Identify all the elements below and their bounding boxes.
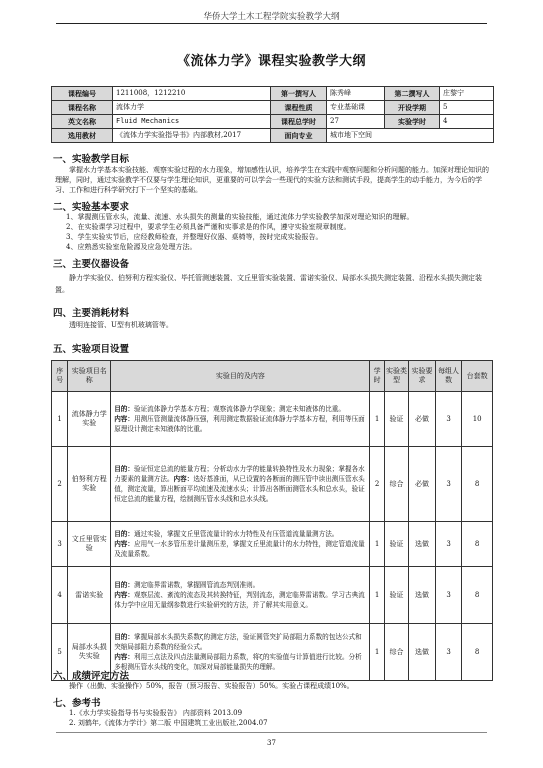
goal-label: 目的：	[114, 405, 134, 413]
row-sets: 8	[462, 624, 493, 681]
section4-title: 四、主要消耗材料	[53, 308, 130, 319]
row-req: 必做	[409, 447, 436, 522]
content-text: 用测压管测量流体静压强，利用测定数据验证流体静力学基本方程，利用等压面原理设计测定未知液体的比重。	[114, 415, 365, 433]
material-value: 《流体力学实验指导书》内部教材,2017	[113, 129, 271, 143]
author1-value: 陈秀峰	[327, 87, 385, 101]
goal-label: 目的：	[114, 581, 134, 589]
goal-label: 目的：	[114, 633, 134, 641]
author2-label: 第二撰写人	[385, 87, 440, 101]
goal-text: 验证流体静力学基本方程；观察流体静力学现象；测定未知液体的比重。	[133, 405, 345, 413]
term-label: 开设学期	[385, 101, 440, 115]
author1-label: 第一撰写人	[271, 87, 327, 101]
content-text: 观察层流、紊流的流态及其转换特征，判别流态，测定临界雷诺数。学习古典流体力学中应用无量纲参数进行实验研究的方法，并了解其实用意义。	[114, 591, 365, 609]
row-sets: 8	[462, 567, 493, 624]
english-name-label: 英文名称	[52, 115, 113, 129]
total-hours-label: 课程总学时	[271, 115, 327, 129]
requirement-item: 1、掌握测压管水头，流量、流速、水头损失的测量的实验技能，通过流体力学实验教学加深对理论知识的理解。	[66, 213, 414, 221]
info-row	[52, 115, 494, 129]
major-label: 面向专业	[271, 129, 327, 143]
row-name: 流体静力学实验	[68, 392, 111, 447]
col-header-no: 序号	[52, 361, 68, 392]
goal-label: 目的：	[114, 465, 134, 473]
experiment-table	[51, 360, 493, 681]
row-type: 验证	[384, 522, 409, 567]
goal-text: 掌握局部水头损失系数ζ的测定方法，验证圆管突扩局部阻力系数的包达公式和突缩局部阻力系数的经验公式。	[114, 633, 362, 651]
goal-text: 验证恒定总流的能量方程；分析动水力学的能量转换特性及水力现象；掌握各水力要素的量测方法。	[114, 465, 365, 483]
major-value: 城市地下空间	[327, 129, 494, 143]
info-row	[52, 87, 494, 101]
content-label: 内容：	[173, 475, 194, 483]
content-text: 利用三点法及四点法量测局部阻力系数，将ζ的实验值与计算值进行比较。分析多根测压管水头线的变化，加深对局部能量损失的理解。	[114, 653, 362, 671]
row-sets: 10	[462, 392, 493, 447]
row-content	[111, 522, 370, 567]
row-sets: 8	[462, 522, 493, 567]
row-no: 3	[52, 522, 68, 567]
table-row	[52, 392, 493, 447]
content-text: 选好基准面，从已设置的各断面的测压管中读出测压管水头值，测定流量，算出断面平均流速及流速水头；计算出各断面测管水头和总水头，验证恒定总流的能量方程，绘制测压管水头线和总水头线。	[114, 475, 365, 503]
header-divider	[56, 23, 487, 24]
section7-title: 七、参考书	[53, 698, 101, 709]
section5-title: 五、实验项目设置	[53, 344, 130, 355]
row-content	[111, 567, 370, 624]
table-row	[52, 447, 493, 522]
row-content	[111, 447, 370, 522]
term-value: 5	[440, 101, 494, 115]
requirement-item: 3、学生实验实节后，应经教师检查，并整理好仪器、桌椅等，按时完成实验报告。	[66, 233, 323, 241]
course-code-value: 1211008，1212210	[113, 87, 271, 101]
goal-text: 通过实验，掌握文丘里管流量计的水力特性及有压管道流量量测方法。	[133, 530, 339, 538]
content-label: 内容：	[114, 591, 134, 599]
course-name-value: 流体力学	[113, 101, 271, 115]
table-row	[52, 522, 493, 567]
content-label: 内容：	[114, 415, 134, 423]
exp-hours-value: 4	[440, 115, 494, 129]
info-row	[52, 101, 494, 115]
row-no: 2	[52, 447, 68, 522]
course-info-table	[51, 86, 494, 143]
content-label: 内容：	[114, 653, 134, 661]
row-no: 4	[52, 567, 68, 624]
section2-list	[66, 212, 491, 252]
row-req: 选做	[409, 624, 436, 681]
row-type: 验证	[384, 392, 409, 447]
row-content	[111, 392, 370, 447]
goal-label: 目的：	[114, 530, 134, 538]
section4-text: 透明连接管、U型有机玻璃管等。	[69, 321, 173, 329]
requirement-item: 4、应熟悉实验室危险源及应急处理方法。	[66, 243, 197, 251]
reference-list	[69, 708, 489, 728]
course-name-label: 课程名称	[52, 101, 113, 115]
footer-divider	[56, 732, 487, 733]
row-no: 1	[52, 392, 68, 447]
section2-title: 二、实验基本要求	[53, 202, 130, 213]
content-label: 内容：	[114, 540, 134, 548]
section6-text: 操作（出勤、实验操作）50%，报告（预习报告、实验报告）50%。实验占课程成绩10%。	[69, 682, 354, 690]
material-label: 选用教材	[52, 129, 113, 143]
col-header-content: 实验目的及内容	[111, 361, 370, 392]
requirement-item: 2、在实验课学习过程中，要求学生必须具备严谨和实事求是的作风，遵守实验室规章制度。	[66, 223, 351, 231]
total-hours-value: 27	[327, 115, 385, 129]
goal-text: 测定临界雷诺数，掌握圆管流态判别准则。	[133, 581, 260, 589]
course-nature-label: 课程性质	[271, 101, 327, 115]
row-no: 5	[52, 624, 68, 681]
row-type: 验证	[384, 567, 409, 624]
page-header: 华侨大学土木工程学院实验教学大纲	[203, 12, 340, 22]
reference-item: 2. 刘鹤年,《流体力学计》第二版 中国建筑工业出版社,2004.07	[69, 719, 268, 727]
row-hours: 1	[370, 392, 384, 447]
row-req: 选做	[409, 567, 436, 624]
row-req: 必做	[409, 392, 436, 447]
exp-hours-label: 实验学时	[385, 115, 440, 129]
section1-title: 一、实验教学目标	[53, 154, 130, 165]
row-name: 局部水头损失实验	[68, 624, 111, 681]
section3-text: 静力学实验仪、伯努利方程实验仪、毕托管测速装置、文丘里管实验装置、雷诺实验仪、局部水头损失测定装置、沿程水头损失测定装置。	[55, 274, 482, 294]
row-hours: 1	[370, 567, 384, 624]
row-content	[111, 624, 370, 681]
row-name: 文丘里管实验	[68, 522, 111, 567]
section6-title: 六、成绩评定方法	[53, 671, 130, 682]
course-nature-value: 专业基础课	[327, 101, 385, 115]
col-header-type: 实验类型	[384, 361, 409, 392]
content-text: 应用气一水多管压差计量测压差，掌握文丘里流量计的水力特性，测定管道流量及流量系数。	[114, 540, 365, 558]
col-header-group: 每组人数	[435, 361, 462, 392]
section3-title: 三、主要仪器设备	[53, 259, 130, 270]
row-type: 综合	[384, 624, 409, 681]
row-sets: 8	[462, 447, 493, 522]
author2-value: 庄黎宁	[440, 87, 494, 101]
col-header-req: 实验要求	[409, 361, 436, 392]
course-code-label: 课程编号	[52, 87, 113, 101]
row-name: 雷诺实验	[68, 567, 111, 624]
document-title: 《流体力学》课程实验教学大纲	[176, 54, 366, 69]
col-header-hours: 学时	[370, 361, 384, 392]
row-hours: 1	[370, 522, 384, 567]
row-type: 综合	[384, 447, 409, 522]
row-hours: 1	[370, 624, 384, 681]
table-row	[52, 567, 493, 624]
col-header-sets: 台套数	[462, 361, 493, 392]
row-group: 3	[435, 447, 462, 522]
row-req: 选做	[409, 522, 436, 567]
col-header-name: 实验项目名称	[68, 361, 111, 392]
row-group: 3	[435, 624, 462, 681]
english-name-value: Fluid Mechanics	[113, 115, 271, 129]
row-name: 伯努利方程实验	[68, 447, 111, 522]
row-group: 3	[435, 522, 462, 567]
row-group: 3	[435, 567, 462, 624]
row-group: 3	[435, 392, 462, 447]
reference-item: 1.《水力学实验指导书与实验报告》 内部资料 2013.09	[69, 709, 243, 717]
table-header-row	[52, 361, 493, 392]
page-number: 37	[267, 739, 276, 747]
info-row	[52, 129, 494, 143]
section1-text: 掌握水力学基本实验技能、观察实验过程的水力现象，增加感性认识，培养学生在实践中观察问题和分析问题的能力。加深对理论知识的理解，同时，通过实验教学不仅要与学生理论知识，更重要的可以学会一些现代的实验方法和测试手段，提高学生的动手能力，为今后的学习、工作和进行科学研究打下一个坚实的基础。	[55, 166, 489, 194]
row-hours: 2	[370, 447, 384, 522]
